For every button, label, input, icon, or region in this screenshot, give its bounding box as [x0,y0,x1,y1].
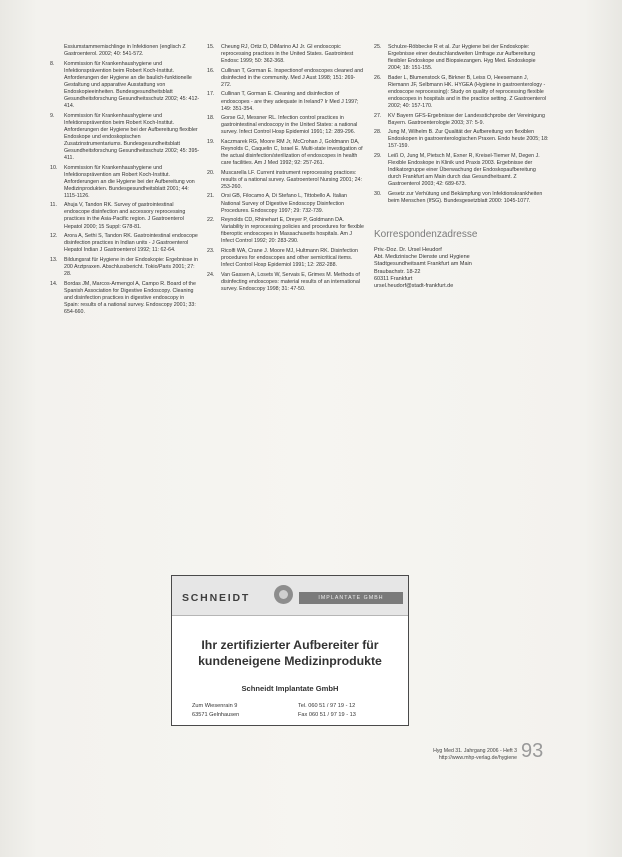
reference-number: 18. [207,115,215,122]
reference-item [207,248,365,269]
reference-item [50,165,200,200]
reference-item [207,139,365,167]
address-street: Braubachstr. 18-22 [374,268,421,275]
reference-list [207,44,365,293]
company-emblem-icon [274,585,293,604]
ad-street: Zum Wiesenrain 9 [192,703,238,709]
page-number: 93 [521,740,544,762]
reference-number: 19. [207,138,215,145]
reference-text: Bildungsrat für Hygiene in der Endoskopie: Ergebnisse in 200 Arztpraxen. Abschlussbericht. Tokio/Paris 2001; 27: 28. [64,256,198,277]
reference-text: Schulze-Röbbecke R et al. Zur Hygiene bei der Endoskopie: Ergebnisse einer deutschlandweiten Umfrage zur Aufbereitung flexibler Endoskope und Biopsiezangen. Hyg Med. Endoskopie 2004; 18: 151-155. [388,44,536,72]
reference-text: Kommission für Krankenhaushygiene und Infektionsprävention am Robert Koch-Institut. Anforderungen an die Hygiene bei der Aufbereitung von Medizinprodukten. Bundesgesundheitsblatt 2001; 44: 1115-1126. [64,164,195,199]
reference-text: Ricolfi WA, Crane J. Moore MJ, Hultmann RK. Disinfection procedures for endoscopes and other semicritical items. Infect Control Hosp Epidemiol 1991; 12: 282-288. [221,247,358,269]
address-institution: Stadtgesundheitsamt Frankfurt am Main [374,261,472,268]
reference-item [374,191,550,205]
reference-number: 13. [50,256,58,263]
reference-number: 15. [207,44,215,50]
reference-number: 23. [207,247,215,254]
reference-item [50,281,200,316]
reference-text: Bordas JM, Marcos-Armengol A, Campo R. Board of the Spanish Association for Digestive Endoscopy. Cleaning and disinfection practices in digestive endoscopy in Spain: results of a national survey. Endoscopy 2001; 33: 654-660. [64,280,196,315]
reference-item [207,44,365,65]
reference-text: Kommission für Krankenhaushygiene und Infektionsprävention beim Robert Koch-Institut. Anforderungen der Hygiene an die baulich-funktionelle Gestaltung und apparative Ausstattung von Endoskopieeinheiten. Bundesgesundheitsblatt Gesundheitsforschung Gesundheitsschutz 2002; 45: 412-414. [64,60,200,109]
reference-item [374,129,550,150]
logo-subtitle: IMPLANTATE GMBH [299,592,403,604]
reference-text: KV Bayern GFS-Ergebnisse der Landesstichprobe der Vereinigung Bayern. Gastroenterologie 2003; 37: 5-9. [388,112,545,126]
reference-number: 10. [50,164,58,171]
address-department: Abt. Medizinische Dienste und Hygiene [374,254,470,261]
reference-item [207,272,365,293]
ad-company-name: Schneidt Implantate GmbH [241,684,339,693]
reference-number: 9. [50,112,55,119]
reference-number: 27. [374,112,382,119]
reference-number: 11. [50,202,57,209]
reference-item [207,193,365,214]
reference-text: Leiß O, Jung M, Pietsch M, Exner R, Kreisel-Tiemer M, Degen J. Flexible Endoskope in Klinik und Praxis 2003. Ergebnisse der Indikatorgruppe einer Überwachung der Endoskopaufbereitung durch Frankfurt am Main durch das Gesundheitsamt. Z Gastroenterol 2003; 42: 689-673. [388,153,540,188]
footer-citation [371,748,517,762]
reference-text: Reynolds CD, Rhinehart E, Dreyer P, Goldmann DA. Variability in reprocessing policies and procedures for flexible fiberoptic endoscopes in Massachusetts hospitals. Am J Infect Control 1992; 20: 283-290. [221,217,364,245]
reference-item [207,115,365,136]
reference-item [50,257,200,278]
reference-number: 21. [207,193,215,200]
reference-number: 28. [374,129,382,136]
ad-city: 63571 Gelnhausen [192,712,240,718]
reference-text: Ahuja V, Tandon RK. Survey of gastrointestinal endoscope disinfection and accessory reprocessing practices in the Asia-Pacific region. J Gastroenterol Hepatol 2000; 15 Suppl: G78-81. [64,202,186,230]
reference-text: Arora A, Sethi S, Tandon RK. Gastrointestinal endoscope disinfection practices in Indian units - J Gastroenterol Hepatol Indian J Gastroenterol 1992; 11: 62-64. [64,233,198,254]
address-email[interactable]: ursel.heudorf@stadt-frankfurt.de [374,283,454,290]
address-city: 60311 Frankfurt [374,275,413,282]
reference-item [374,44,550,72]
reference-text: Van Gassen A, Losets W, Servais E, Grimes M. Methods of disinfecting endoscopes: material results of an international survey. Endoscopy 1998; 31: 47-50. [221,271,360,292]
reference-number: 22. [207,217,215,224]
advertisement [171,575,409,726]
company-logo: SCHNEIDT [182,592,251,604]
ad-fax: Fax 060 51 / 97 19 - 13 [298,712,356,718]
journal-citation: Hyg Med 31. Jahrgang 2006 - Heft 3 [433,748,517,754]
reference-text: Gorse GJ, Messner RL. Infection control practices in gastrointestinal endoscopy in the United States: a national survey. Infect Control Hosp Epidemiol 1991; 12: 289-296. [221,115,358,136]
reference-item [207,68,365,89]
reference-item [374,113,550,127]
address-name: Priv.-Doz. Dr. Ursel Heudorf [374,247,442,253]
reference-number: 16. [207,67,215,74]
reference-item [50,61,200,110]
ad-headline-line-2: kundeneigene Medizinprodukte [198,654,382,668]
reference-text: Kaczmarek RG, Moore RM Jr, McCrohan J, Goldmann DA, Reynolds C, Caquelin C, Israel E. Multi-state investigation of the actual disinfection/sterilization of endoscopes in health care facilities. Am J Med 1992; 92: 257-261. [221,138,363,167]
reference-list [50,61,200,316]
reference-text: Kommission für Krankenhaushygiene und Infektionsprävention beim Robert Koch-Institut. Anforderungen der Hygiene bei der Aufbereitung flexibler Endoskope und endoskopischen Zusatzinstrumentariums. Bundesgesundheitsblatt Gesundheitsforschung Gesundheitsschutz 2002; 45: 395-411. [64,112,200,161]
reference-text: Cullinan T, Gorman E. Inspectionof endoscopes cleaned and disinfected in the community. Med J Aust 1998; 151: 269-272. [221,67,364,88]
reference-text: Gesetz zur Verhütung und Bekämpfung von Infektionskrankheiten beim Menschen (IfSG). Bundesgesetzblatt 2000: 1045-1077. [388,190,543,204]
reference-number: 14. [50,280,58,287]
reference-text: Cheung RJ, Ortiz D, DiMarino AJ Jr. GI endoscopic reprocessing practices in the United States. Gastrointest Endosc 1999; 50: 362-368. [221,44,354,65]
reference-item [374,75,550,110]
reference-number: 12. [50,233,58,240]
reference-item [50,113,200,162]
reference-text: Jung M, Wilhelm B. Zur Qualität der Aufbereitung von flexiblen Endoskopen in gastroenterologischen Praxen. Endo heute 2005; 18: 157-159. [388,129,549,150]
reference-text: Cullinan T, Gorman E. Cleaning and disinfection of endoscopes - are they adequate in Ireland? Ir Med J 1997; 149: 351-354. [221,91,359,112]
references-column-2 [207,44,365,295]
correspondence-address [374,247,550,290]
references-column-3 [374,44,550,290]
reference-text: Muscarella LF. Current instrument reprocessing practices: results of a national survey. Gastroenterol Nursing 2001; 24: 253-260. [221,169,362,190]
reference-item [50,202,200,230]
reference-continuation: Essiumstammemischlinge in Infektionen (englisch Z Gastroenterol. 2002; 40: 541-572. [64,44,186,58]
reference-number: 20. [207,169,215,176]
ad-phone: Tel. 060 51 / 97 19 - 12 [298,703,356,709]
references-column-1 [50,44,200,318]
reference-number: 8. [50,60,55,67]
reference-text: Orsi GB, Filocamo A, Di Stefano L, Tittobello A. Italian National Survey of Digestive Endoscopy Disinfection Procedures. Endoscopy 1997; 29: 732-739. [221,193,348,214]
reference-number: 24. [207,271,215,278]
correspondence-heading: Korrespondenzadresse [374,228,478,240]
reference-list [374,44,550,205]
reference-number: 25. [374,44,382,50]
reference-item [207,217,365,245]
journal-url[interactable]: http://www.mhp-verlag.de/hygiene [438,755,517,761]
ad-headline-line-1: Ihr zertifizierter Aufbereiter für [201,638,379,652]
reference-item [50,233,200,254]
reference-number: 30. [374,190,382,197]
reference-number: 26. [374,74,382,81]
ad-header-band [172,576,408,616]
reference-text: Bader L, Blumenstock G, Birkner B, Leiss O, Heesemann J, Riemann JF, Selbmann HK. HYGEA (Hygiene in gastroenterology - endoscope reprocessing): Study on quality of reprocessing flexible endoscopes in hospitals and in the practice setting. Z Gastroenterol 2002; 40: 157-170. [388,74,547,109]
reference-number: 29. [374,153,382,160]
reference-number: 17. [207,91,215,98]
reference-item [374,153,550,188]
reference-item [207,91,365,112]
reference-item [207,170,365,191]
